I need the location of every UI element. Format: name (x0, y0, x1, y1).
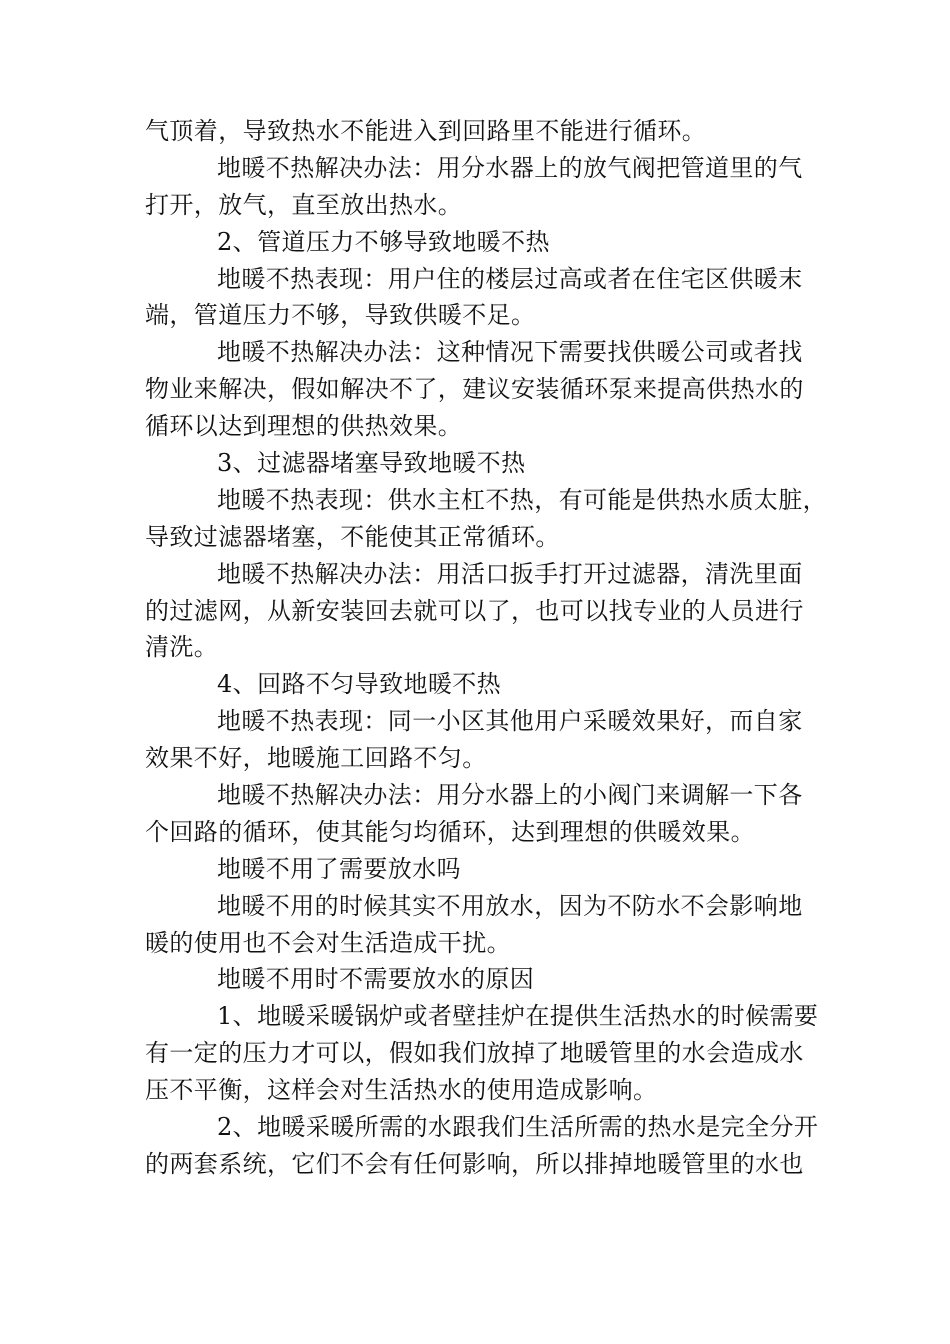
text-line: 端，管道压力不够，导致供暖不足。 (145, 301, 536, 330)
text-line: 地暖不热表现：用户住的楼层过高或者在住宅区供暖末 (217, 264, 803, 293)
text-line: 地暖不热表现：同一小区其他用户采暖效果好，而自家 (217, 707, 803, 736)
text-line: 地暖不热解决办法：用活口扳手打开过滤器，清洗里面 (217, 559, 803, 588)
text-line: 地暖不热表现：供水主杠不热，有可能是供热水质太脏， (217, 485, 827, 514)
text-line: 压不平衡，这样会对生活热水的使用造成影响。 (145, 1076, 658, 1105)
text-line: 2、管道压力不够导致地暖不热 (217, 227, 550, 256)
document-body (145, 113, 827, 1183)
text-line: 3、过滤器堵塞导致地暖不热 (217, 449, 526, 478)
text-line: 1、地暖采暖锅炉或者壁挂炉在提供生活热水的时候需要 (217, 1002, 819, 1031)
text-line: 地暖不热解决办法：用分水器上的放气阀把管道里的气 (217, 153, 803, 182)
text-line: 地暖不热解决办法：这种情况下需要找供暖公司或者找 (217, 338, 803, 367)
text-line: 的过滤网，从新安装回去就可以了，也可以找专业的人员进行 (145, 596, 804, 625)
text-line: 暖的使用也不会对生活造成干扰。 (145, 928, 511, 957)
text-line: 清洗。 (145, 633, 219, 662)
text-line: 物业来解决，假如解决不了，建议安装循环泵来提高供热水的 (145, 375, 804, 404)
text-line: 地暖不用时不需要放水的原因 (217, 965, 535, 994)
text-line: 地暖不用了需要放水吗 (217, 854, 461, 883)
text-line: 打开，放气，直至放出热水。 (145, 190, 463, 219)
text-line: 有一定的压力才可以，假如我们放掉了地暖管里的水会造成水 (145, 1039, 804, 1068)
text-line: 2、地暖采暖所需的水跟我们生活所需的热水是完全分开 (217, 1113, 819, 1142)
text-line: 的两套系统，它们不会有任何影响，所以排掉地暖管里的水也 (145, 1149, 804, 1178)
text-line: 地暖不热解决办法：用分水器上的小阀门来调解一下各 (217, 781, 803, 810)
text-line: 气顶着，导致热水不能进入到回路里不能进行循环。 (145, 117, 707, 145)
text-line: 个回路的循环，使其能匀均循环，达到理想的供暖效果。 (145, 817, 755, 846)
text-line: 导致过滤器堵塞，不能使其正常循环。 (145, 522, 560, 551)
text-line: 4、回路不匀导致地暖不热 (217, 670, 502, 699)
text-line: 循环以达到理想的供热效果。 (145, 412, 463, 441)
text-line: 效果不好，地暖施工回路不匀。 (145, 744, 487, 773)
text-line: 地暖不用的时候其实不用放水，因为不防水不会影响地 (217, 891, 803, 920)
